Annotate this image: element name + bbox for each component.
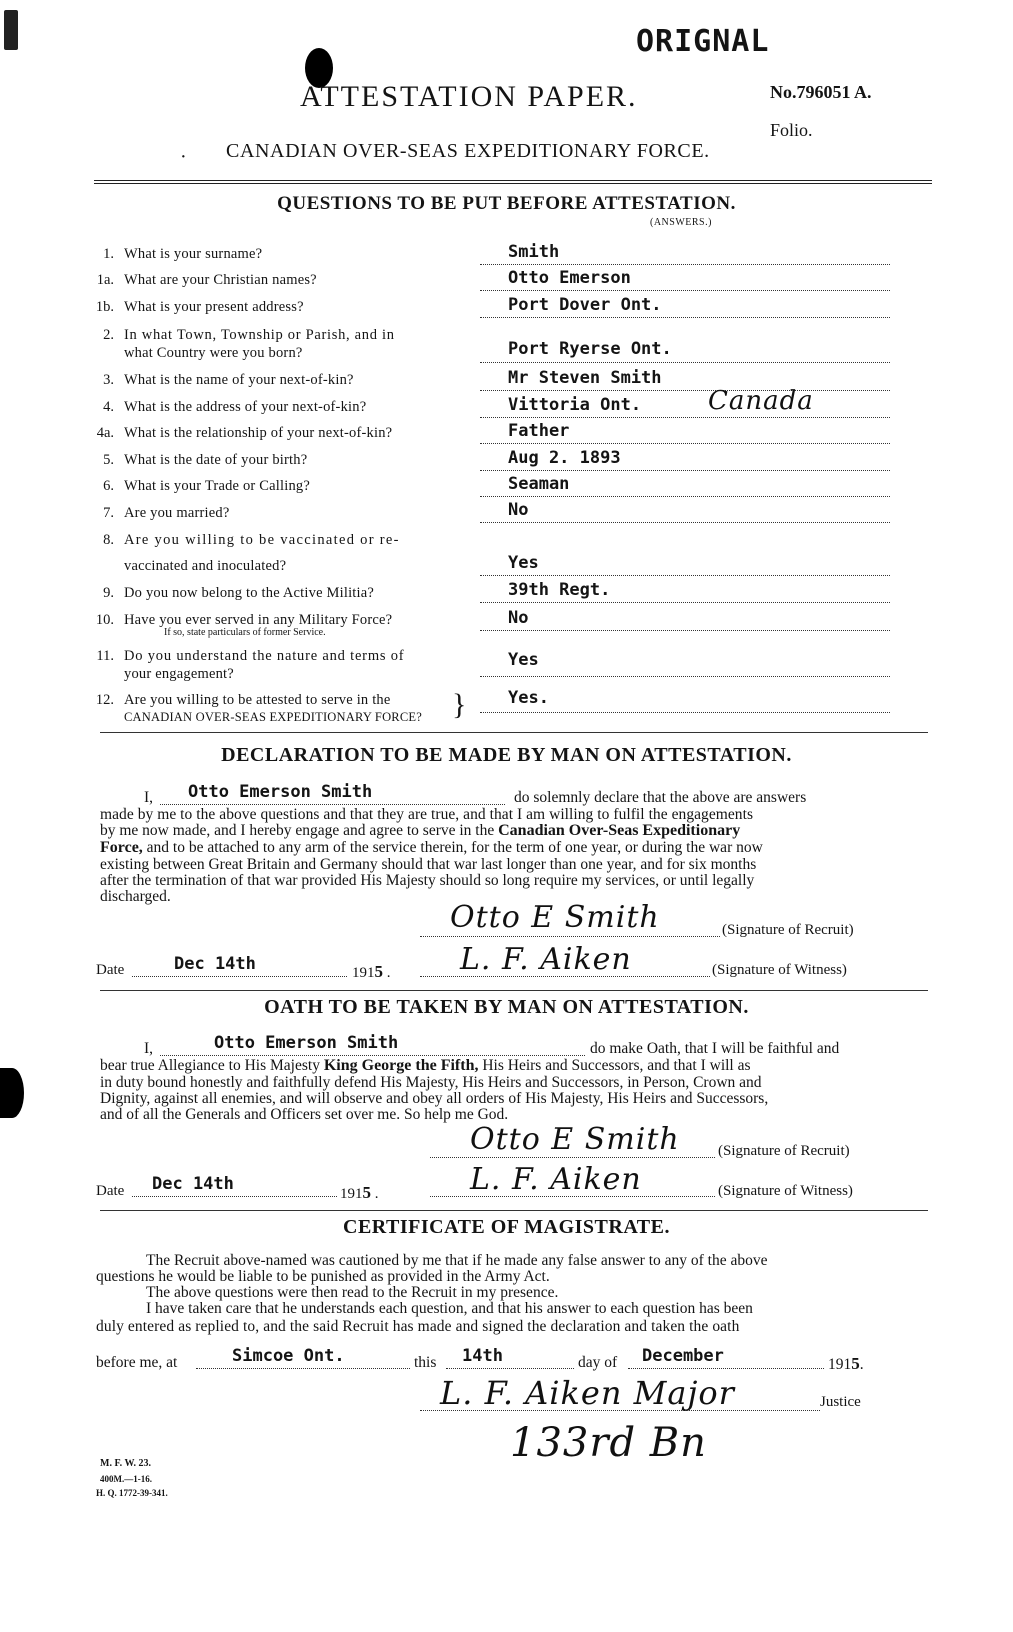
question-text: What is your surname?	[124, 246, 263, 262]
declaration-force-name: Canadian Over-Seas Expeditionary	[498, 822, 741, 839]
oath-line2-text: bear true Allegiance to His Majesty	[100, 1057, 320, 1074]
answer-line	[480, 417, 890, 418]
certificate-title: CERTIFICATE OF MAGISTRATE.	[343, 1216, 670, 1238]
header-rule	[94, 180, 932, 184]
question-text: Are you willing to be vaccinated or re-	[124, 532, 400, 548]
certificate-year-digit: 5	[851, 1354, 860, 1373]
oath-recruit-label: (Signature of Recruit)	[718, 1143, 850, 1159]
place-line	[196, 1368, 410, 1369]
oath-line3: in duty bound honestly and faithfully defend His Majesty, His Heirs and Successors, in Person, Crown and	[100, 1074, 762, 1091]
oath-line2	[100, 1057, 751, 1075]
question-text: What is the name of your next-of-kin?	[124, 372, 354, 388]
answer-next-of-kin: Mr Steven Smith	[508, 368, 662, 388]
declaration-witness-signature: L. F. Aiken	[460, 942, 632, 977]
answer-trade: Seaman	[508, 474, 570, 494]
certificate-para1b: questions he would be liable to be punished as provided in the Army Act.	[96, 1268, 550, 1285]
oath-line4: Dignity, against all enemies, and will observe and obey all orders of His Majesty, His Heirs and Successors,	[100, 1090, 769, 1107]
certificate-para1a: The Recruit above-named was cautioned by me that if he made any false answer to any of the above	[146, 1252, 768, 1269]
question-number: 3.	[103, 372, 114, 388]
question-number: 9.	[103, 585, 114, 601]
answer-line	[480, 317, 890, 318]
signature-line	[420, 1410, 820, 1411]
question-number: 6.	[103, 478, 114, 494]
declaration-year-prefix: 191	[352, 965, 375, 981]
oath-king-name: King George the Fifth,	[323, 1057, 479, 1074]
question-text: what Country were you born?	[124, 345, 303, 361]
answer-line	[480, 390, 890, 391]
day-line	[446, 1368, 574, 1369]
certificate-month: December	[642, 1346, 724, 1366]
oath-line5: and of all the Generals and Officers set over me. So help me God.	[100, 1106, 509, 1123]
declaration-date-value: Dec 14th	[174, 954, 256, 974]
answer-line	[480, 264, 890, 265]
signature-line	[430, 1157, 715, 1158]
oath-witness-signature: L. F. Aiken	[470, 1162, 642, 1197]
month-line	[628, 1368, 824, 1369]
justice-label: Justice	[820, 1394, 861, 1410]
brace-mark: }	[452, 688, 467, 721]
answer-date-of-birth: Aug 2. 1893	[508, 448, 621, 468]
folio-label: Folio.	[770, 120, 813, 140]
signature-line	[420, 976, 710, 977]
day-of-label: day of	[578, 1354, 618, 1371]
oath-witness-label: (Signature of Witness)	[718, 1183, 853, 1199]
oath-year: 1915 .	[340, 1183, 379, 1202]
section-divider	[100, 732, 928, 733]
question-number: 2.	[103, 327, 114, 343]
answer-line	[480, 522, 890, 523]
declaration-recruit-label: (Signature of Recruit)	[722, 922, 854, 938]
declaration-line1: do solemnly declare that the above are answers	[514, 789, 807, 806]
answer-military-service: No	[508, 608, 529, 628]
oath-line2-rest: His Heirs and Successors, and that I will as	[482, 1057, 751, 1074]
declaration-year-digit: 5	[374, 962, 383, 981]
this-label: this	[414, 1354, 437, 1371]
question-number: 12.	[95, 692, 114, 708]
oath-date-label: Date	[96, 1183, 125, 1199]
form-print-run: 400M.—1-16.	[100, 1474, 152, 1484]
certificate-place: Simcoe Ont.	[232, 1346, 345, 1366]
declaration-line3a	[100, 822, 740, 840]
question-text: Have you ever served in any Military Force?	[124, 612, 393, 628]
answer-line	[480, 362, 890, 363]
force-heading: CANADIAN OVER-SEAS EXPEDITIONARY FORCE.	[226, 140, 710, 162]
declaration-line6: after the termination of that war provided His Majesty should so long require my services, or until legally	[100, 872, 755, 889]
question-number: 4a.	[96, 425, 114, 441]
certificate-para3a: I have taken care that he understands each question, and that his answer to each question has been	[146, 1300, 753, 1317]
question-number: 11.	[96, 648, 114, 664]
answer-line	[480, 630, 890, 631]
answer-line	[480, 470, 890, 471]
oath-name: Otto Emerson Smith	[214, 1033, 399, 1053]
declaration-prefix: I,	[144, 789, 154, 806]
unit-handwritten: 133rd Bn	[510, 1420, 707, 1466]
oath-title: OATH TO BE TAKEN BY MAN ON ATTESTATION.	[264, 996, 749, 1018]
declaration-line7: discharged.	[100, 888, 171, 905]
form-hq-code: H. Q. 1772-39-341.	[96, 1488, 168, 1498]
answer-next-of-kin-address: Vittoria Ont.	[508, 395, 642, 415]
declaration-witness-label: (Signature of Witness)	[712, 962, 847, 978]
declaration-name: Otto Emerson Smith	[188, 782, 373, 802]
question-text: Are you married?	[124, 505, 230, 521]
answer-relationship: Father	[508, 421, 570, 441]
punch-mark-left	[4, 10, 18, 50]
oath-prefix: I,	[144, 1040, 154, 1057]
regimental-number: No.796051 A.	[770, 82, 872, 102]
date-line	[132, 1196, 337, 1197]
question-text: vaccinated and inoculated?	[124, 558, 287, 574]
declaration-line4-text: and to be attached to any arm of the service therein, for the term of one year, or during the war now	[146, 839, 763, 856]
page-title: ATTESTATION PAPER.	[300, 80, 638, 113]
declaration-line4	[100, 839, 763, 857]
answer-christian-names: Otto Emerson	[508, 268, 631, 288]
question-text: What is your present address?	[124, 299, 304, 315]
question-number: 8.	[103, 532, 114, 548]
answer-willing-to-serve: Yes.	[508, 688, 549, 708]
question-text: Are you willing to be attested to serve in the	[124, 692, 391, 708]
answer-line	[480, 575, 890, 576]
question-number: 10.	[95, 612, 114, 628]
form-code: M. F. W. 23.	[100, 1458, 152, 1469]
date-line	[132, 976, 347, 977]
answer-line	[480, 676, 890, 677]
magistrate-signature: L. F. Aiken Major	[440, 1374, 735, 1412]
punch-hole-middle	[0, 1068, 24, 1118]
answer-understand-terms: Yes	[508, 650, 539, 670]
signature-line	[420, 936, 720, 937]
name-line	[160, 804, 505, 805]
question-number: 4.	[103, 399, 114, 415]
question-text: your engagement?	[124, 666, 234, 682]
declaration-force-word: Force,	[100, 839, 143, 856]
certificate-day: 14th	[462, 1346, 503, 1366]
answer-line	[480, 712, 890, 713]
declaration-year: 1915 .	[352, 962, 391, 981]
answer-surname: Smith	[508, 242, 560, 262]
answer-line	[480, 602, 890, 603]
question-number: 1a.	[96, 272, 114, 288]
questions-section-title: QUESTIONS TO BE PUT BEFORE ATTESTATION.	[277, 193, 736, 214]
question-text: What is the date of your birth?	[124, 452, 308, 468]
answer-vaccinated: Yes	[508, 553, 539, 573]
declaration-title: DECLARATION TO BE MADE BY MAN ON ATTESTATION.	[221, 744, 792, 766]
original-stamp: ORIGNAL	[636, 24, 770, 59]
declaration-recruit-signature: Otto E Smith	[450, 900, 660, 935]
declaration-line2: made by me to the above questions and that they are true, and that I am willing to fulfil the engagements	[100, 806, 754, 823]
answer-married: No	[508, 500, 529, 520]
question-text: Do you understand the nature and terms of	[124, 648, 405, 664]
oath-year-prefix: 191	[340, 1186, 363, 1202]
answer-line	[480, 443, 890, 444]
oath-recruit-signature: Otto E Smith	[470, 1122, 680, 1157]
question-text: CANADIAN OVER-SEAS EXPEDITIONARY FORCE?	[124, 710, 422, 724]
dot-mark: ·	[180, 146, 187, 168]
question-number: 1b.	[95, 299, 114, 315]
answer-line	[480, 496, 890, 497]
question-number: 1.	[103, 246, 114, 262]
oath-year-digit: 5	[362, 1183, 371, 1202]
declaration-date-label: Date	[96, 962, 125, 978]
oath-line1: do make Oath, that I will be faithful and	[590, 1040, 840, 1057]
declaration-line5: existing between Great Britain and Germany should that war last longer than one year, and for six months	[100, 856, 757, 873]
question-text: What is the relationship of your next-of-kin?	[124, 425, 393, 441]
answer-birthplace: Port Ryerse Ont.	[508, 339, 672, 359]
before-me-label: before me, at	[96, 1354, 178, 1371]
answer-present-address: Port Dover Ont.	[508, 295, 662, 315]
oath-date-value: Dec 14th	[152, 1174, 234, 1194]
question-number: 5.	[103, 452, 114, 468]
question-number: 7.	[103, 505, 114, 521]
question-note: If so, state particulars of former Service.	[164, 627, 326, 638]
certificate-para2: The above questions were then read to the Recruit in my presence.	[146, 1284, 559, 1301]
answer-active-militia: 39th Regt.	[508, 580, 611, 600]
name-line	[160, 1055, 585, 1056]
question-text: In what Town, Township or Parish, and in	[124, 327, 395, 343]
question-text: What is the address of your next-of-kin?	[124, 399, 367, 415]
certificate-year: 1915.	[828, 1354, 864, 1373]
answer-line	[480, 290, 890, 291]
answers-label: (ANSWERS.)	[650, 217, 712, 228]
question-text: What is your Trade or Calling?	[124, 478, 311, 494]
section-divider	[100, 1210, 928, 1211]
certificate-year-prefix: 191	[828, 1356, 852, 1373]
question-text: Do you now belong to the Active Militia?	[124, 585, 375, 601]
declaration-line3-text: by me now made, and I hereby engage and agree to serve in the	[100, 822, 495, 839]
certificate-para3b: duly entered as replied to, and the said Recruit has made and signed the declaration and taken the oath	[96, 1318, 740, 1335]
handwritten-canada: Canada	[708, 386, 814, 416]
question-text: What are your Christian names?	[124, 272, 317, 288]
signature-line	[430, 1196, 715, 1197]
section-divider	[100, 990, 928, 991]
